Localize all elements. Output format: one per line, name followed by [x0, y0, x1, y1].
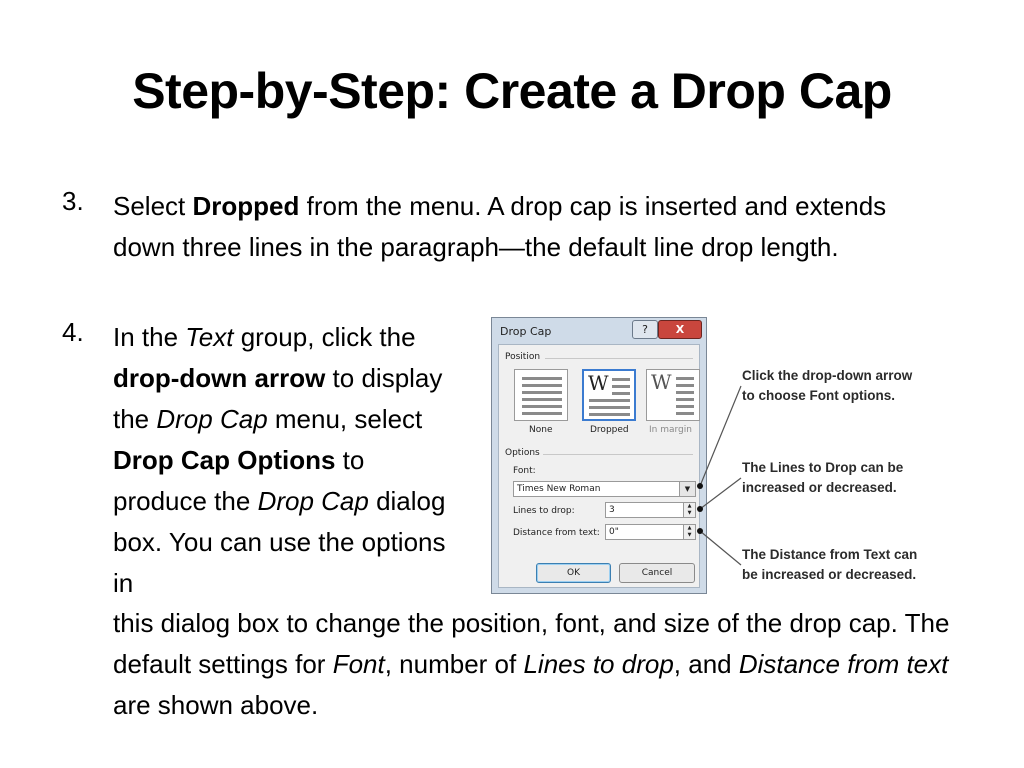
dropped-term: Dropped: [192, 191, 300, 221]
lines-value: 3: [609, 505, 615, 515]
callout-distance: The Distance from Text can be increased or decreased.: [742, 547, 918, 582]
in-margin-label: In margin: [649, 425, 692, 435]
leader-lines: [700, 478, 741, 509]
step-3-text: Select Dropped from the menu. A drop cap is inserted and extends down three lines in the paragraph—the default line drop length.: [113, 191, 887, 262]
step-4-text-top: In the Text group, click the drop-down arrow to display the Drop Cap menu, select Drop Cap Options to produce the Drop Cap dialog box. You can use the options in: [113, 322, 446, 598]
callout-lines-to-drop: The Lines to Drop can be increased or decreased.: [742, 460, 904, 495]
step-3-number: 3.: [62, 186, 84, 216]
callout-font: Click the drop-down arrow to choose Font options.: [742, 368, 913, 403]
close-button[interactable]: X: [658, 320, 702, 339]
cancel-button[interactable]: Cancel: [619, 563, 695, 583]
step-4-text-bottom: this dialog box to change the position, font, and size of the drop cap. The default settings for Font, number of Lines to drop, and Distance from text are shown above.: [113, 608, 950, 720]
options-group-label: Options: [505, 448, 540, 458]
font-label: Font:: [513, 466, 536, 476]
step-4-number: 4.: [62, 317, 84, 347]
distance-value: 0": [609, 527, 619, 537]
leader-font-dot: [697, 483, 703, 489]
distance-spin-arrows-icon[interactable]: ▲ ▼: [683, 525, 695, 539]
font-dropdown-arrow-icon[interactable]: ▼: [679, 482, 695, 496]
dropped-label: Dropped: [590, 425, 629, 435]
dialog-title: Drop Cap: [500, 325, 552, 338]
leader-lines-dot: [697, 506, 703, 512]
margin-w-glyph: W: [651, 370, 672, 394]
lines-spin-arrows-icon[interactable]: ▲ ▼: [683, 503, 695, 517]
leader-distance-dot: [697, 528, 703, 534]
slide-title: Step-by-Step: Create a Drop Cap: [132, 63, 892, 119]
leader-font: [700, 386, 741, 486]
help-button[interactable]: ?: [632, 320, 658, 339]
lines-to-drop-label: Lines to drop:: [513, 506, 575, 516]
distance-from-text-label: Distance from text:: [513, 528, 600, 538]
none-label: None: [529, 425, 553, 435]
ok-button[interactable]: OK: [536, 563, 611, 583]
position-group-label: Position: [505, 352, 541, 362]
dropped-w-glyph: W: [588, 371, 609, 395]
font-value: Times New Roman: [517, 484, 601, 494]
leader-distance: [700, 531, 741, 565]
